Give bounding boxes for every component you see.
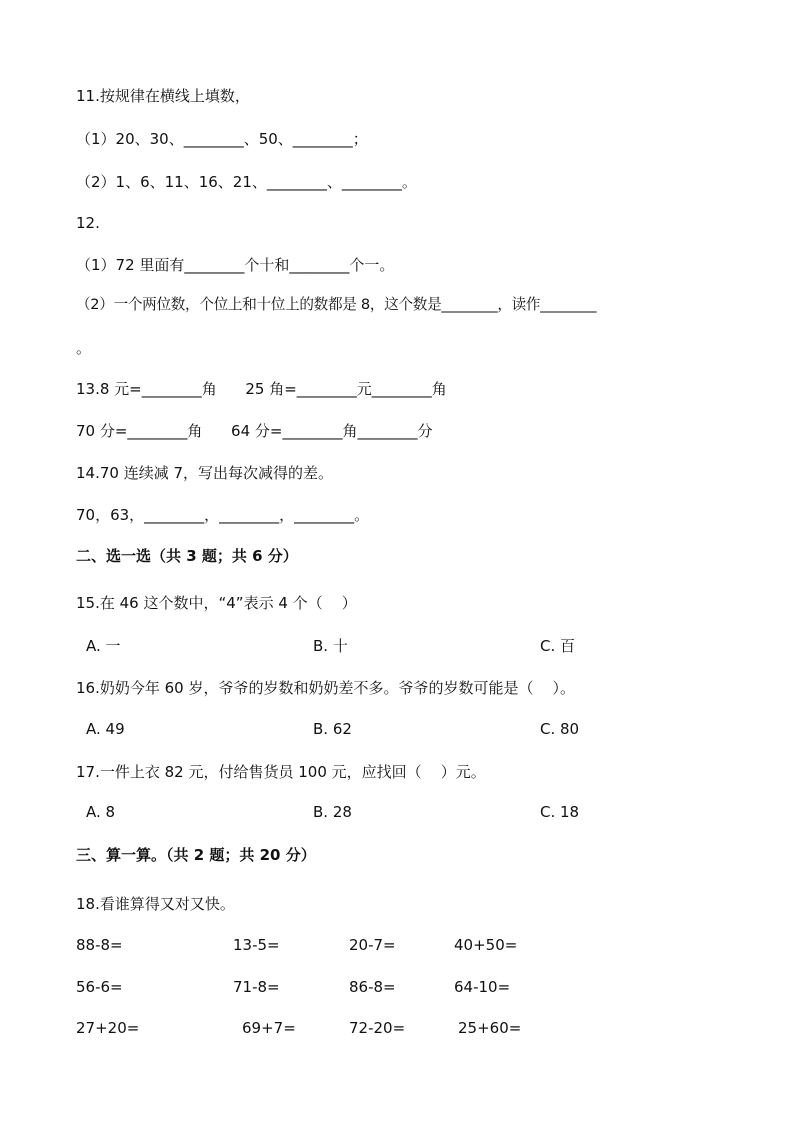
calc-row3-item1: 27+20=	[76, 1019, 140, 1037]
q15-stem: 15.在 46 这个数中，“4”表示 4 个（ ）	[76, 594, 357, 612]
q11-part1: （1）20、30、________、50、________；	[76, 130, 368, 148]
q13-line1: 13.8 元=________角 25 角=________元________角	[76, 380, 447, 398]
q16-stem: 16.奶奶今年 60 岁，爷爷的岁数和奶奶差不多。爷爷的岁数可能是（ ）。	[76, 679, 576, 697]
q17-stem: 17.一件上衣 82 元，付给售货员 100 元，应找回（ ）元。	[76, 763, 486, 781]
q11-part2: （2）1、6、11、16、21、________、________。	[76, 173, 417, 191]
calc-row2-item4: 64-10=	[454, 978, 511, 996]
calc-row2-item2: 71-8=	[233, 978, 280, 996]
q16-option-a: A. 49	[86, 720, 125, 738]
q17-option-c: C. 18	[540, 803, 580, 821]
calc-row3-item4: 25+60=	[458, 1019, 522, 1037]
q11-title: 11.按规律在横线上填数，	[76, 87, 250, 105]
calc-row2-item1: 56-6=	[76, 978, 123, 996]
calc-row2-item3: 86-8=	[349, 978, 396, 996]
q14-title: 14.70 连续减 7，写出每次减得的差。	[76, 464, 334, 482]
calc-row3-item2: 69+7=	[242, 1019, 296, 1037]
calc-row1-item2: 13-5=	[233, 936, 280, 954]
q12-title: 12.	[76, 214, 100, 232]
q12-part2: （2）一个两位数，个位上和十位上的数都是 8，这个数是________，读作________	[76, 296, 597, 313]
calc-row3-item3: 72-20=	[349, 1019, 406, 1037]
q12-part1: （1）72 里面有________个十和________个一。	[76, 256, 395, 274]
q14-answer: 70，63，________，________，________。	[76, 506, 370, 524]
q16-option-c: C. 80	[540, 720, 580, 738]
q16-option-b: B. 62	[313, 720, 352, 738]
q12-part2-end: 。	[76, 339, 92, 357]
q17-option-b: B. 28	[313, 803, 352, 821]
q15-option-b: B. 十	[313, 637, 348, 655]
q17-option-a: A. 8	[86, 803, 116, 821]
q18-title: 18.看谁算得又对又快。	[76, 895, 235, 913]
section2-heading: 二、选一选（共 3 题；共 6 分）	[76, 547, 298, 565]
q13-line2: 70 分=________角 64 分=________角________分	[76, 422, 433, 440]
calc-row1-item1: 88-8=	[76, 936, 123, 954]
q15-option-a: A. 一	[86, 637, 121, 655]
section3-heading: 三、算一算。（共 2 题；共 20 分）	[76, 846, 316, 864]
q15-option-c: C. 百	[540, 637, 576, 655]
calc-row1-item4: 40+50=	[454, 936, 518, 954]
calc-row1-item3: 20-7=	[349, 936, 396, 954]
